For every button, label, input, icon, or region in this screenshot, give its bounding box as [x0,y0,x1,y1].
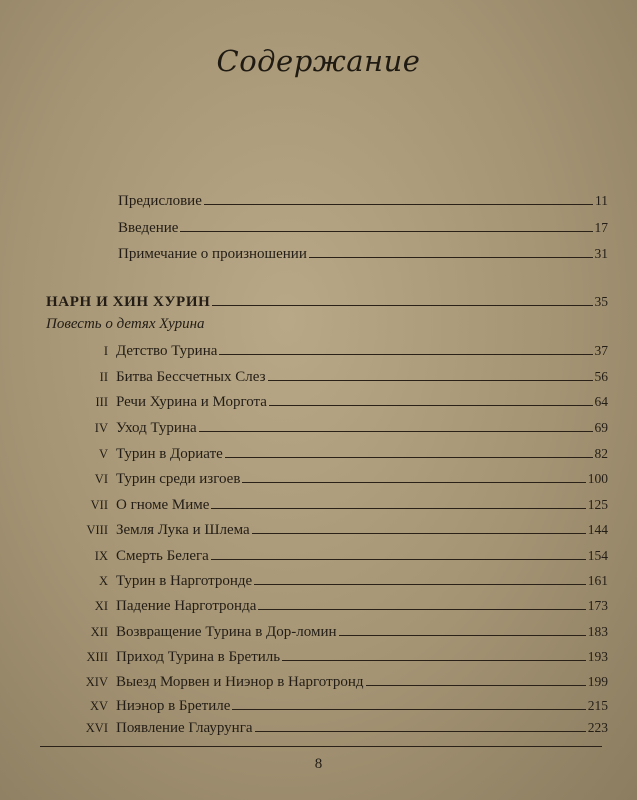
chapter-entry [78,420,608,442]
chapter-label: О гноме Миме [116,497,210,513]
dot-leader [255,731,586,732]
chapter-entry [78,548,608,570]
section-title: НАРН И ХИН ХУРИН [46,294,211,310]
dot-leader [204,204,593,205]
chapter-number: II [99,370,108,384]
chapter-entry [78,698,608,720]
chapter-number: VII [90,498,108,512]
chapter-page: 161 [587,573,608,588]
chapter-number: X [98,574,108,588]
chapter-label: Турин среди изгоев [116,471,241,487]
chapter-label: Земля Лука и Шлема [116,522,250,538]
dot-leader [211,559,586,560]
toc-entry-label: Предисловие [118,193,202,209]
chapter-number: XI [94,599,108,613]
chapter-number: XVI [85,721,108,735]
dot-leader [282,660,586,661]
dot-leader [268,380,593,381]
chapter-entry [78,624,608,646]
chapter-page: 144 [587,522,608,537]
chapter-page: 100 [587,471,608,486]
chapter-page: 183 [587,624,608,639]
dot-leader [211,508,585,509]
chapter-number: XIII [86,650,108,664]
chapter-label: Смерть Белега [116,548,209,564]
chapter-label: Битва Бессчетных Слез [116,369,266,385]
chapter-entry [78,446,608,468]
page-title: Содержание [216,44,421,78]
chapter-entry [78,497,608,519]
toc-entry-introduction [118,220,608,242]
chapter-label: Приход Турина в Бретиль [116,649,281,665]
dot-leader [180,231,592,232]
dot-leader [258,609,585,610]
chapter-entry [78,573,608,595]
chapter-number: IX [94,549,108,563]
chapter-entry [78,598,608,620]
section-subtitle: Повесть о детях Хурина [46,316,205,332]
toc-entry-page: 11 [595,193,608,208]
chapter-page: 173 [587,598,608,613]
dot-leader [269,405,593,406]
dot-leader [199,431,593,432]
chapter-page: 69 [594,420,608,435]
chapter-page: 82 [594,446,608,461]
dot-leader [232,709,585,710]
toc-entry-preface [118,193,608,215]
section-heading [46,294,608,316]
chapter-label: Выезд Морвен и Ниэнор в Нарготронд [116,674,364,690]
chapter-entry [78,720,608,742]
chapter-entry [78,471,608,493]
chapter-number: III [95,395,108,409]
chapter-number: V [98,447,108,461]
chapter-page: 56 [594,369,608,384]
dot-leader [242,482,585,483]
chapter-page: 154 [587,548,608,563]
toc-entry-pronunciation [118,246,608,268]
dot-leader [252,533,586,534]
dot-leader [366,685,586,686]
toc-entry-page: 31 [594,246,608,261]
chapter-entry [78,394,608,416]
chapter-entry [78,522,608,544]
chapter-page: 215 [587,698,608,713]
chapter-label: Турин в Нарготронде [116,573,253,589]
toc-entry-label: Введение [118,220,179,236]
chapter-entry [78,369,608,391]
chapter-label: Ниэнор в Бретиле [116,698,231,714]
dot-leader [212,305,592,306]
chapter-number: XV [89,699,108,713]
page-number: 8 [314,756,323,772]
chapter-label: Детство Турина [116,343,218,359]
chapter-number: I [103,344,108,358]
chapter-page: 223 [587,720,608,735]
footer-rule [40,746,602,747]
dot-leader [254,584,586,585]
dot-leader [225,457,593,458]
dot-leader [309,257,593,258]
chapter-number: VI [94,472,108,486]
dot-leader [219,354,592,355]
chapter-number: XIV [85,675,108,689]
chapter-page: 125 [587,497,608,512]
chapter-label: Речи Хурина и Моргота [116,394,267,410]
chapter-page: 199 [587,674,608,689]
chapter-entry [78,649,608,671]
chapter-number: IV [94,421,108,435]
chapter-label: Турин в Дориате [116,446,223,462]
section-page: 35 [594,294,608,309]
chapter-label: Появление Глаурунга [116,720,253,736]
chapter-page: 37 [594,343,608,358]
dot-leader [339,635,586,636]
toc-entry-label: Примечание о произношении [118,246,307,262]
chapter-page: 64 [594,394,608,409]
chapter-entry [78,343,608,365]
toc-entry-page: 17 [594,220,608,235]
chapter-number: XII [90,625,108,639]
chapter-label: Падение Нарготронда [116,598,257,614]
chapter-entry [78,674,608,696]
chapter-number: VIII [86,523,108,537]
chapter-page: 193 [587,649,608,664]
chapter-label: Возвращение Турина в Дор-ломин [116,624,337,640]
chapter-label: Уход Турина [116,420,197,436]
